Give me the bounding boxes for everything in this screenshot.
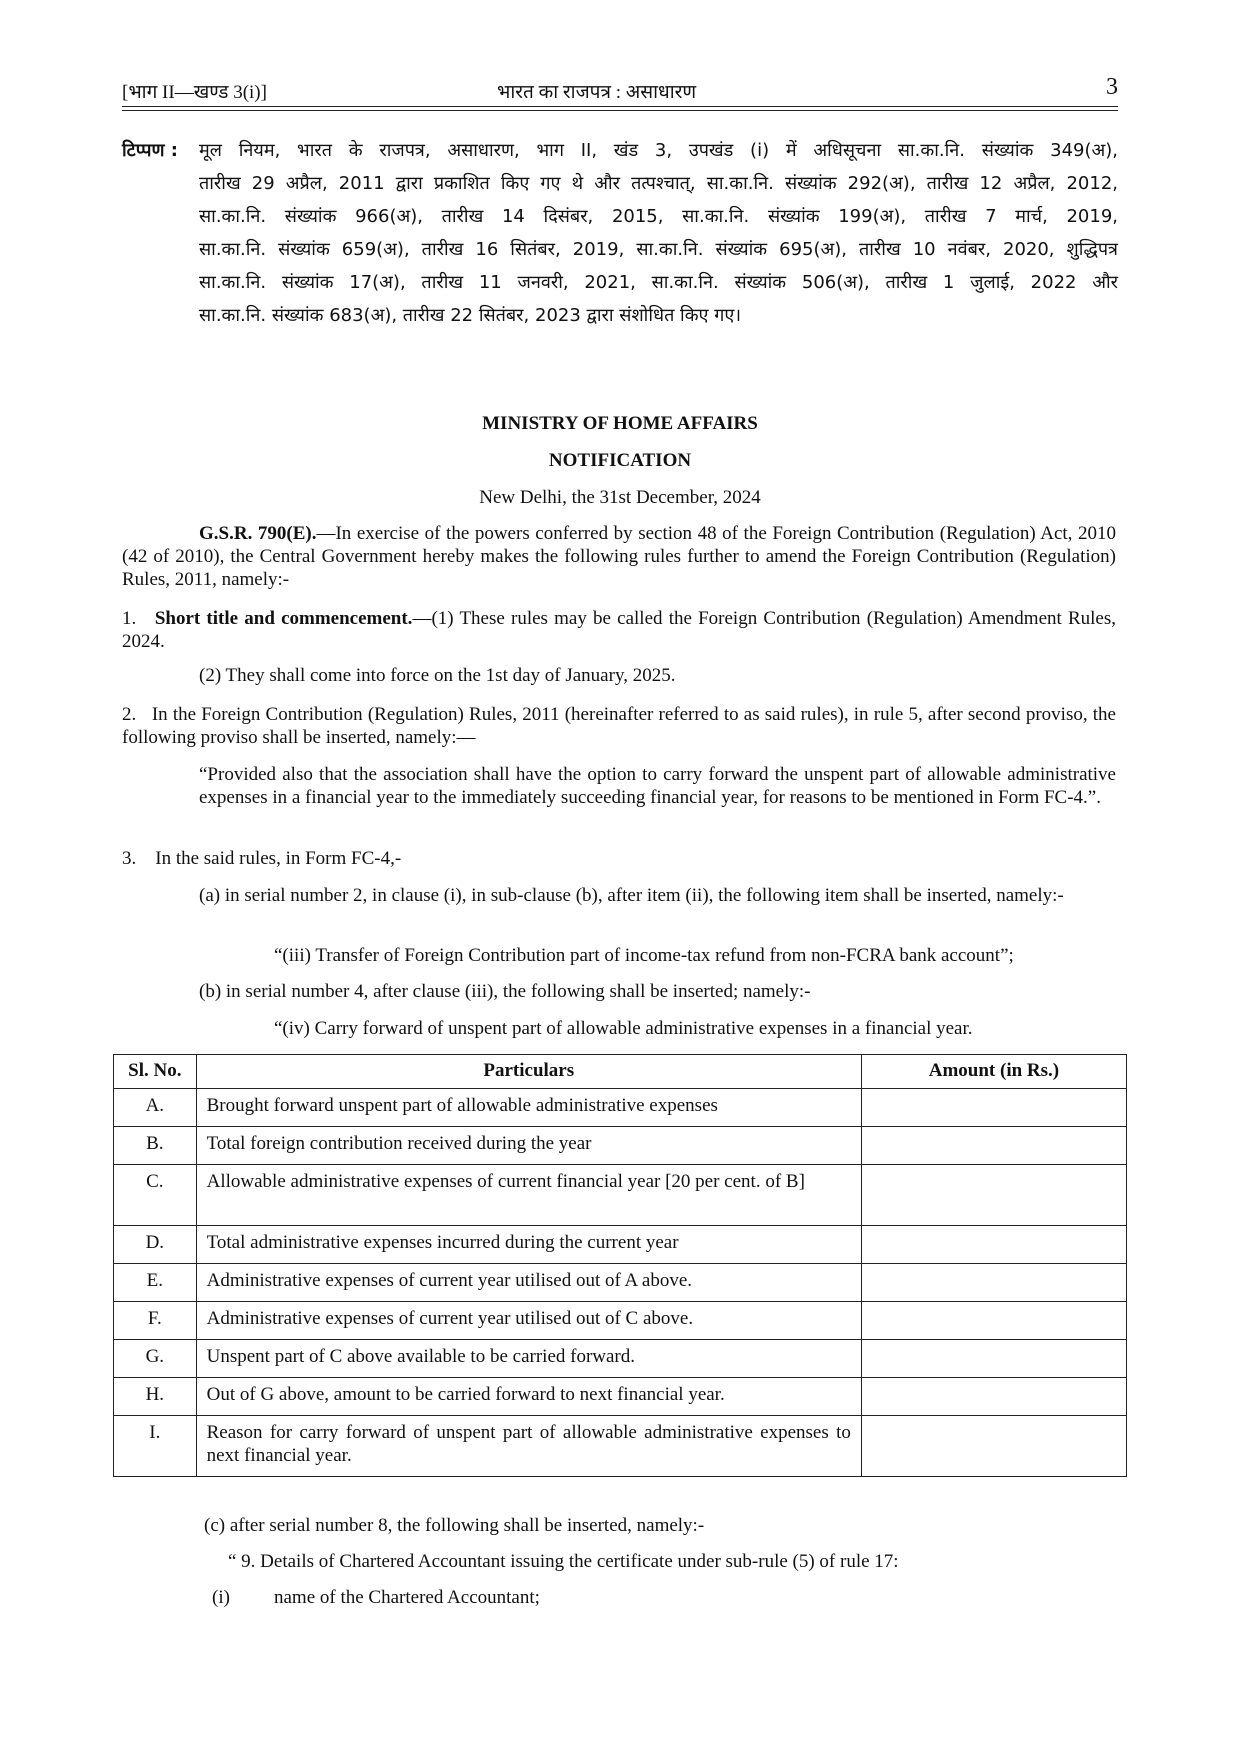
rule-1 xyxy=(122,607,1116,653)
table-row xyxy=(114,1089,1127,1127)
note-line: मूल नियम, भारत के राजपत्र, असाधारण, भाग II, खंड 3, उपखंड (i) में अधिसूचना सा.का.नि. संख्यांक 349(अ), xyxy=(199,140,1118,161)
sl-cell: H. xyxy=(114,1378,197,1416)
sl-cell: C. xyxy=(114,1165,197,1226)
rule-2-proviso: “Provided also that the association shall have the option to carry forward the unspent part of allowable administrative expenses in a financial year to the immediately succeeding financial year, for reasons to be mentioned in Form FC-4.”. xyxy=(199,764,1116,808)
page-number: 3 xyxy=(1106,74,1118,100)
table-row xyxy=(114,1340,1127,1378)
note-line: सा.का.नि. संख्यांक 683(अ), तारीख 22 सितंबर, 2023 द्वारा संशोधित किए गए। xyxy=(199,305,742,326)
rule-1-subrule-2: (2) They shall come into force on the 1st day of January, 2025. xyxy=(199,665,676,686)
rule-3-text: In the said rules, in Form FC-4,- xyxy=(155,848,402,869)
table-header-row xyxy=(114,1055,1127,1089)
header-rule xyxy=(122,106,1118,107)
running-header xyxy=(122,74,1118,108)
amount-cell xyxy=(861,1226,1126,1264)
sl-cell: F. xyxy=(114,1302,197,1340)
particulars-cell: Administrative expenses of current year utilised out of C above. xyxy=(196,1302,861,1340)
amount-cell xyxy=(861,1089,1126,1127)
gsr-number: G.S.R. 790(E). xyxy=(199,523,317,544)
particulars-cell: Total administrative expenses incurred during the current year xyxy=(196,1226,861,1264)
sub-item-number: (i) xyxy=(212,1587,230,1608)
header-gazette-title: भारत का राजपत्र : असाधारण xyxy=(497,82,697,103)
amount-cell xyxy=(861,1378,1126,1416)
particulars-cell: Out of G above, amount to be carried forward to next financial year. xyxy=(196,1378,861,1416)
dateline: New Delhi, the 31st December, 2024 xyxy=(479,487,761,508)
amount-cell xyxy=(861,1302,1126,1340)
sub-item-text: name of the Chartered Accountant; xyxy=(274,1587,540,1608)
table-row xyxy=(114,1165,1127,1226)
particulars-cell: Total foreign contribution received during the year xyxy=(196,1127,861,1165)
particulars-cell: Unspent part of C above available to be carried forward. xyxy=(196,1340,861,1378)
amount-cell xyxy=(861,1416,1126,1477)
note-label: टिप्पण : xyxy=(122,140,178,161)
preamble xyxy=(122,522,1116,591)
fc4-carry-forward-table xyxy=(113,1054,1127,1477)
column-header-amount: Amount (in Rs.) xyxy=(861,1055,1126,1089)
particulars-cell: Administrative expenses of current year utilised out of A above. xyxy=(196,1264,861,1302)
rule-3-number: 3. xyxy=(122,848,137,869)
sl-cell: E. xyxy=(114,1264,197,1302)
preamble-text: —In exercise of the powers conferred by section 48 of the Foreign Contribution (Regulation) Act, 2010 (42 of 2010), the Central Government hereby makes the following rules further to amend the Foreign Contribution (Regulation) Rules, 2011, namely:- xyxy=(122,523,1116,590)
column-header-sl-no: Sl. No. xyxy=(114,1055,197,1089)
sl-cell: I. xyxy=(114,1416,197,1477)
table-row xyxy=(114,1416,1127,1477)
rule-3 xyxy=(122,848,401,870)
clause-b: (b) in serial number 4, after clause (iii), the following shall be inserted; namely:- xyxy=(199,981,811,1002)
particulars-cell: Reason for carry forward of unspent part of allowable administrative expenses to next financial year. xyxy=(196,1416,861,1477)
rule-1-heading: Short title and commencement. xyxy=(154,608,413,629)
sl-cell: A. xyxy=(114,1089,197,1127)
item-9-heading: “ 9. Details of Chartered Accountant issuing the certificate under sub-rule (5) of rule 17: xyxy=(228,1551,899,1572)
amount-cell xyxy=(861,1165,1126,1226)
table-row xyxy=(114,1127,1127,1165)
header-rule-second xyxy=(122,110,1118,111)
clause-b-item: “(iv) Carry forward of unspent part of allowable administrative expenses in a financial year. xyxy=(274,1018,973,1039)
note-line: सा.का.नि. संख्यांक 966(अ), तारीख 14 दिसंबर, 2015, सा.का.नि. संख्यांक 199(अ), तारीख 7 मार्च, 2019, xyxy=(199,206,1118,227)
rule-2-text: In the Foreign Contribution (Regulation) Rules, 2011 (hereinafter referred to as said rules), in rule 5, after second proviso, the following proviso shall be inserted, namely:— xyxy=(122,704,1116,748)
sl-cell: D. xyxy=(114,1226,197,1264)
amount-cell xyxy=(861,1127,1126,1165)
table-row xyxy=(114,1264,1127,1302)
amount-cell xyxy=(861,1340,1126,1378)
rule-2 xyxy=(122,703,1116,749)
clause-a: (a) in serial number 2, in clause (i), in sub-clause (b), after item (ii), the following item shall be inserted, namely:- xyxy=(199,885,1064,906)
note-line: सा.का.नि. संख्यांक 17(अ), तारीख 11 जनवरी, 2021, सा.का.नि. संख्यांक 506(अ), तारीख 1 जुलाई, 2022 और xyxy=(199,272,1118,293)
rule-1-text: —(1) These rules may be called the Foreign Contribution (Regulation) Amendment Rules, 2024. xyxy=(122,608,1117,652)
notification-title: NOTIFICATION xyxy=(548,450,692,471)
table-row xyxy=(114,1378,1127,1416)
particulars-cell: Allowable administrative expenses of current financial year [20 per cent. of B] xyxy=(196,1165,861,1226)
sl-cell: G. xyxy=(114,1340,197,1378)
column-header-particulars: Particulars xyxy=(196,1055,861,1089)
particulars-cell: Brought forward unspent part of allowable administrative expenses xyxy=(196,1089,861,1127)
rule-1-number: 1. xyxy=(122,608,137,629)
table-row xyxy=(114,1302,1127,1340)
rule-2-number: 2. xyxy=(122,704,137,725)
amount-cell xyxy=(861,1264,1126,1302)
sl-cell: B. xyxy=(114,1127,197,1165)
clause-a-item: “(iii) Transfer of Foreign Contribution part of income-tax refund from non-FCRA bank account”; xyxy=(274,945,1014,966)
header-part-section: [भाग II—खण्ड 3(i)] xyxy=(122,82,267,103)
note-line: तारीख 29 अप्रैल, 2011 द्वारा प्रकाशित किए गए थे और तत्पश्चात्, सा.का.नि. संख्यांक 292(अ), तारीख 12 अप्रैल, 2012, xyxy=(199,173,1118,194)
ministry-heading: MINISTRY OF HOME AFFAIRS xyxy=(482,413,758,434)
table-row xyxy=(114,1226,1127,1264)
clause-c: (c) after serial number 8, the following shall be inserted, namely:- xyxy=(204,1515,705,1536)
note-line: सा.का.नि. संख्यांक 659(अ), तारीख 16 सितंबर, 2019, सा.का.नि. संख्यांक 695(अ), तारीख 10 नवंबर, 2020, शुद्धिपत्र xyxy=(199,239,1118,260)
